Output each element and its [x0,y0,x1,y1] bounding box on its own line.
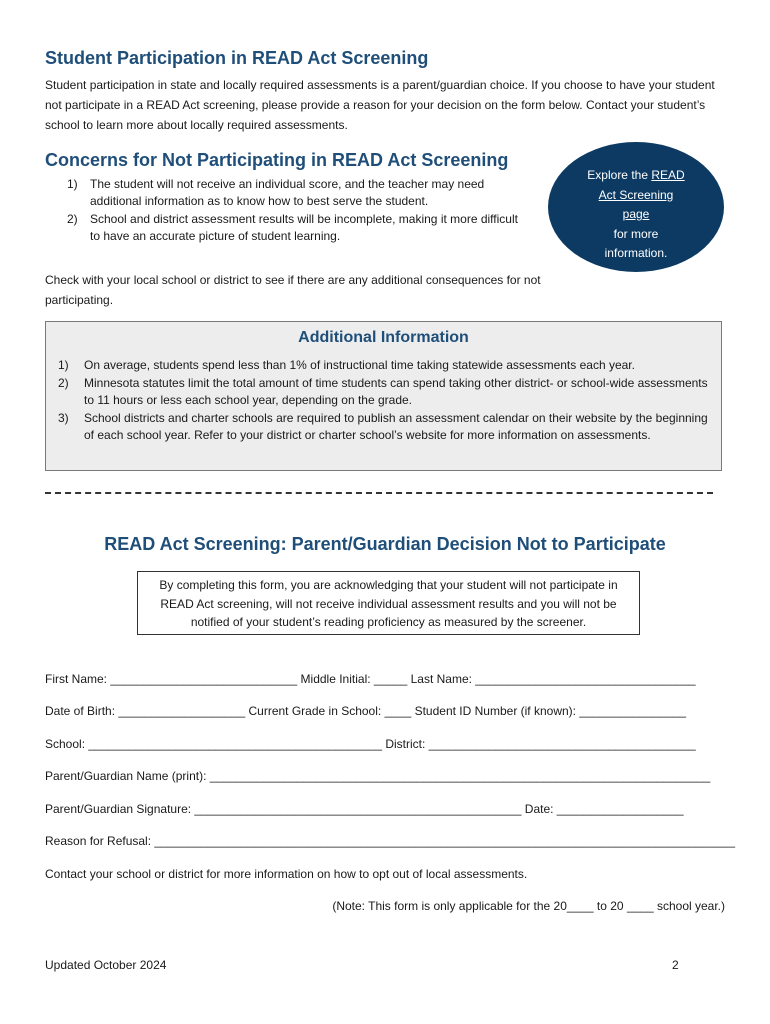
contact-text: Contact your school or district for more information on how to opt out of local assessments. [45,867,528,881]
list-item-number: 1) [67,177,78,191]
list-item-text: Minnesota statutes limit the total amount of time students can spend taking other district- or school-wide assessments to 11 hours or less each school year, depending on the grade. [84,375,708,407]
explore-prefix: Explore the [587,168,652,182]
explore-callout [548,142,724,272]
read-act-link-2[interactable]: Act Screening [598,187,674,202]
explore-line-1 [548,166,724,186]
list-item-number: 2) [67,212,78,226]
additional-info-list [58,357,708,445]
list-item-text: On average, students spend less than 1% of instructional time taking statewide assessments each year. [84,358,635,372]
school-district-field[interactable]: School: ____________________________________________ District: ________________________________________ [45,737,696,751]
list-item-number: 1) [58,358,69,372]
section-title-participation: Student Participation in READ Act Screening [45,48,429,68]
section-body-participation: Student participation in state and locally required assessments is a parent/guardian choice. If you choose to have your student not participate in a READ Act screening, please provide a reason for your decision on the form below. Contact your student’s school to learn more about locally required assessments. [45,78,715,132]
student-name-field[interactable]: First Name: ____________________________ Middle Initial: _____ Last Name: _________________________________ [45,672,696,686]
read-act-link[interactable]: READ [651,168,685,182]
cut-line-divider [45,492,713,494]
section-title-concerns: Concerns for Not Participating in READ Act Screening [45,150,509,170]
footer-updated-date: Updated October 2024 [45,958,167,972]
list-item-number: 3) [58,410,69,425]
list-item-text: School districts and charter schools are required to publish an assessment calendar on their website by the beginning of each school year. Refer to your district or charter school’s website for more information on assessments. [84,410,708,442]
list-item [58,410,708,445]
reason-field[interactable]: Reason for Refusal: _______________________________________________________________________________________ [45,834,736,848]
check-local-text: Check with your local school or district to see if there are any additional consequences for not participating. [45,273,541,307]
explore-line-4: for more [613,226,659,241]
decision-form-title: READ Act Screening: Parent/Guardian Decision Not to Participate [104,534,666,554]
list-item-text: The student will not receive an individual score, and the teacher may need additional information as to know how to best serve the student. [90,177,485,208]
page-number: 2 [672,958,679,972]
read-act-link-3[interactable]: page [622,207,650,221]
list-item-text: School and district assessment results will be incomplete, making it more difficult to have an accurate picture of student learning. [90,212,518,243]
additional-info-box [45,321,722,471]
list-item [58,375,708,410]
school-year-note: (Note: This form is only applicable for the 20____ to 20 ____ school year.) [332,899,725,913]
additional-info-title: Additional Information [298,329,469,346]
acknowledgement-box: By completing this form, you are acknowledging that your student will not participate in READ Act screening, will not receive individual assessment results and you will not be notified of your student’s reading proficiency as measured by the screener. [137,571,640,635]
dob-grade-id-field[interactable]: Date of Birth: ___________________ Current Grade in School: ____ Student ID Number (if known): ________________ [45,704,687,718]
parent-name-field[interactable]: Parent/Guardian Name (print): ___________________________________________________________________________ [45,769,711,783]
list-item [45,176,525,210]
list-item [45,211,525,245]
concerns-list [45,176,525,246]
list-item-number: 2) [58,375,69,390]
signature-date-field[interactable]: Parent/Guardian Signature: _________________________________________________ Date: ___________________ [45,802,684,816]
explore-line-5: information. [604,246,668,260]
list-item [58,357,708,375]
